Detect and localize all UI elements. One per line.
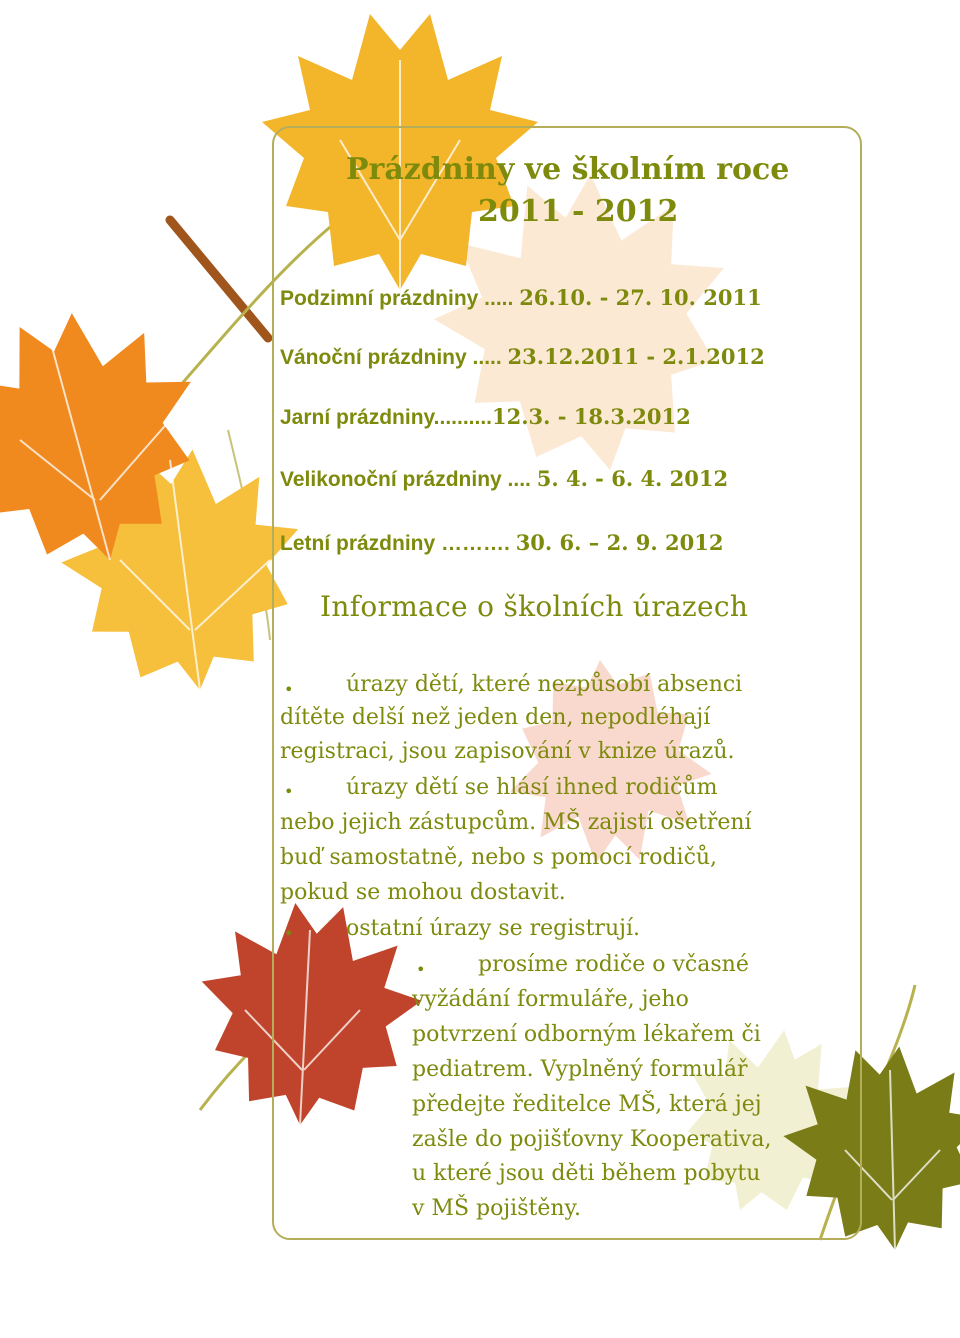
holiday-summer: [280, 530, 724, 556]
info-text-line: předejte ředitelce MŠ, která jej: [412, 1092, 762, 1117]
holiday-dates: 5. 4. - 6. 4. 2012: [536, 466, 729, 491]
info-text-line: prosíme rodiče o včasné: [478, 952, 749, 977]
info-text-line: buď samostatně, nebo s pomocí rodičů,: [280, 845, 718, 870]
holiday-easter: [280, 466, 728, 492]
info-text-line: dítěte delší než jeden den, nepodléhají: [280, 705, 711, 730]
info-text-line: pediatrem. Vyplněný formulář: [412, 1057, 748, 1082]
holiday-dates: 30. 6. – 2. 9. 2012: [515, 530, 724, 555]
holiday-label: Vánoční prázdniny .....: [280, 346, 508, 369]
info-text-line: nebo jejich zástupcům. MŠ zajistí ošetření: [280, 810, 752, 835]
bullet-point: •: [284, 782, 294, 801]
info-text-line: ostatní úrazy se registrují.: [346, 916, 640, 941]
holiday-dates: 12.3. - 18.3.2012: [492, 404, 691, 429]
holiday-label: Velikonoční prázdniny ....: [280, 468, 537, 491]
holiday-christmas: [280, 344, 765, 370]
info-text-line: v MŠ pojištěny.: [412, 1196, 582, 1221]
holiday-label: Podzimní prázdniny .....: [280, 287, 520, 310]
page-title-line1: Prázdniny ve školním roce: [346, 152, 790, 187]
info-text-line: zašle do pojišťovny Kooperativa,: [412, 1127, 772, 1152]
holiday-dates: 23.12.2011 - 2.1.2012: [507, 344, 765, 369]
holiday-dates: 26.10. - 27. 10. 2011: [519, 285, 762, 310]
info-text-line: potvrzení odborným lékařem či: [412, 1022, 761, 1047]
bullet-point: •: [284, 924, 294, 943]
info-text-line: vyžádání formuláře, jeho: [412, 987, 689, 1012]
holiday-autumn: [280, 285, 762, 311]
info-text-line: úrazy dětí, které nezpůsobí absenci: [346, 672, 743, 697]
holiday-label: Jarní prázdniny..........: [280, 406, 492, 429]
holiday-label: Letní prázdniny ……….: [280, 532, 516, 555]
info-text-line: pokud se mohou dostavit.: [280, 880, 566, 905]
page-title-line2: 2011 - 2012: [478, 194, 679, 229]
info-text-line: u které jsou děti během pobytu: [412, 1161, 761, 1186]
info-heading: Informace o školních úrazech: [320, 590, 749, 623]
holiday-spring: [280, 404, 691, 430]
info-text-line: úrazy dětí se hlásí ihned rodičům: [346, 775, 718, 800]
bullet-point: •: [284, 680, 294, 699]
bullet-point: •: [416, 960, 426, 979]
info-text-line: registraci, jsou zapisování v knize úrazů.: [280, 739, 735, 764]
